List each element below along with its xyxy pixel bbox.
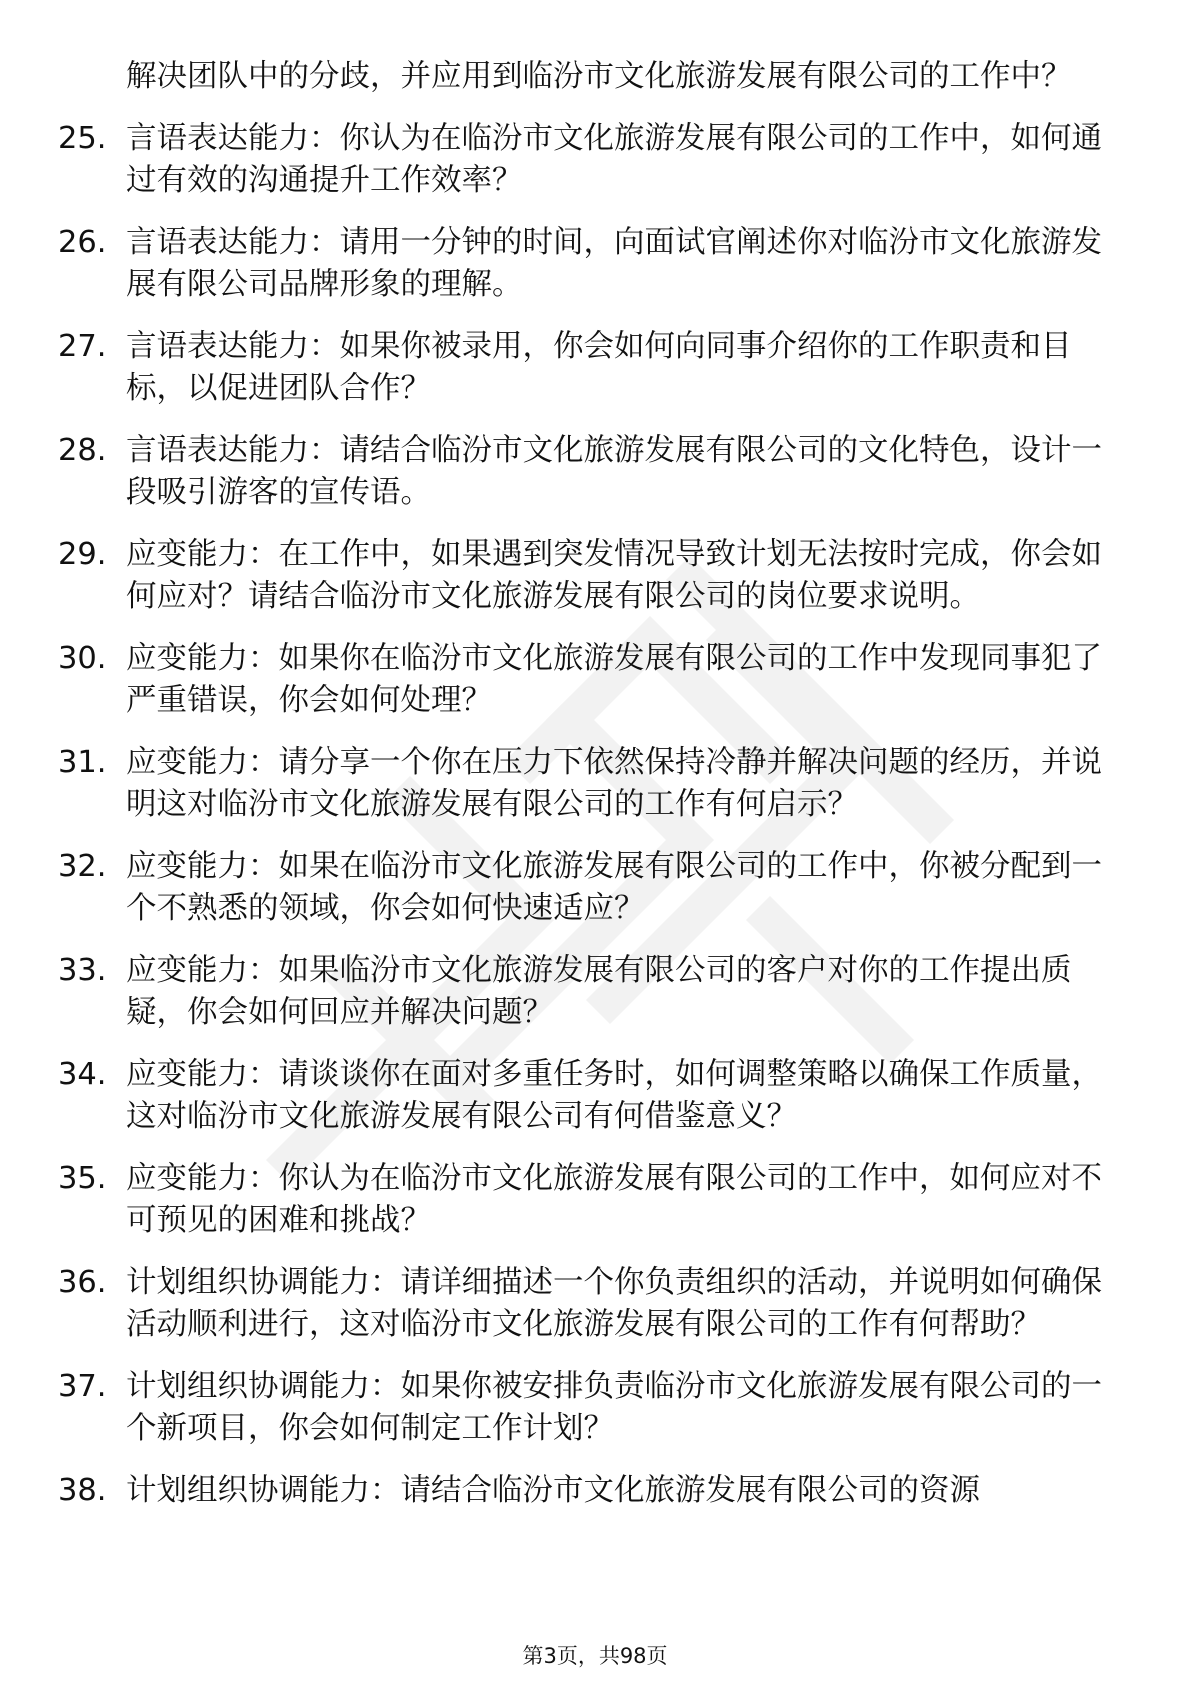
question-text: 应变能力：如果临汾市文化旅游发展有限公司的客户对你的工作提出质疑，你会如何回应并解决问题？ [126,953,1072,1030]
question-number: 33. [58,953,107,988]
question-item [58,1366,1118,1450]
question-number: 25. [58,121,107,156]
question-text: 应变能力：如果在临汾市文化旅游发展有限公司的工作中，你被分配到一个不熟悉的领域，你会如何快速适应？ [126,849,1102,926]
question-text: 应变能力：你认为在临汾市文化旅游发展有限公司的工作中，如何应对不可预见的困难和挑战？ [126,1161,1102,1238]
question-item [58,430,1118,514]
question-text: 言语表达能力：你认为在临汾市文化旅游发展有限公司的工作中，如何通过有效的沟通提升工作效率？ [126,121,1102,198]
question-text: 计划组织协调能力：如果你被安排负责临汾市文化旅游发展有限公司的一个新项目，你会如何制定工作计划？ [126,1369,1102,1446]
question-number: 35. [58,1161,107,1196]
question-number: 34. [58,1057,107,1092]
question-text: 解决团队中的分歧，并应用到临汾市文化旅游发展有限公司的工作中？ [126,59,1072,94]
question-item [58,1262,1118,1346]
page-number-footer: 第3页，共98页 [522,1644,668,1668]
question-text: 计划组织协调能力：请结合临汾市文化旅游发展有限公司的资源 [126,1473,980,1508]
question-item [58,1054,1118,1138]
question-text: 应变能力：请谈谈你在面对多重任务时，如何调整策略以确保工作质量，这对临汾市文化旅游发展有限公司有何借鉴意义？ [126,1057,1102,1134]
question-text: 应变能力：如果你在临汾市文化旅游发展有限公司的工作中发现同事犯了严重错误，你会如何处理？ [126,641,1102,718]
question-number: 36. [58,1265,107,1300]
question-number: 27. [58,329,107,364]
question-text: 计划组织协调能力：请详细描述一个你负责组织的活动，并说明如何确保活动顺利进行，这对临汾市文化旅游发展有限公司的工作有何帮助？ [126,1265,1102,1342]
question-item [58,118,1118,202]
question-number: 29. [58,537,107,572]
question-item [58,326,1118,410]
question-text: 应变能力：请分享一个你在压力下依然保持冷静并解决问题的经历，并说明这对临汾市文化旅游发展有限公司的工作有何启示？ [126,745,1102,822]
question-item [58,222,1118,306]
question-number: 37. [58,1369,107,1404]
question-text: 言语表达能力：请结合临汾市文化旅游发展有限公司的文化特色，设计一段吸引游客的宣传语。 [126,433,1102,510]
question-item [58,1158,1118,1242]
question-number: 38. [58,1473,107,1508]
question-item [58,56,1118,98]
question-item [58,846,1118,930]
question-text: 言语表达能力：请用一分钟的时间，向面试官阐述你对临汾市文化旅游发展有限公司品牌形象的理解。 [126,225,1102,302]
question-number: 26. [58,225,107,260]
question-text: 言语表达能力：如果你被录用，你会如何向同事介绍你的工作职责和目标，以促进团队合作？ [126,329,1072,406]
question-number: 30. [58,641,107,676]
question-number: 32. [58,849,107,884]
question-list [58,56,1118,1532]
question-item [58,742,1118,826]
question-item [58,638,1118,722]
question-item [58,950,1118,1034]
question-number: 31. [58,745,107,780]
question-number: 28. [58,433,107,468]
question-item [58,534,1118,618]
question-item [58,1470,1118,1512]
question-text: 应变能力：在工作中，如果遇到突发情况导致计划无法按时完成，你会如何应对？请结合临汾市文化旅游发展有限公司的岗位要求说明。 [126,537,1102,614]
